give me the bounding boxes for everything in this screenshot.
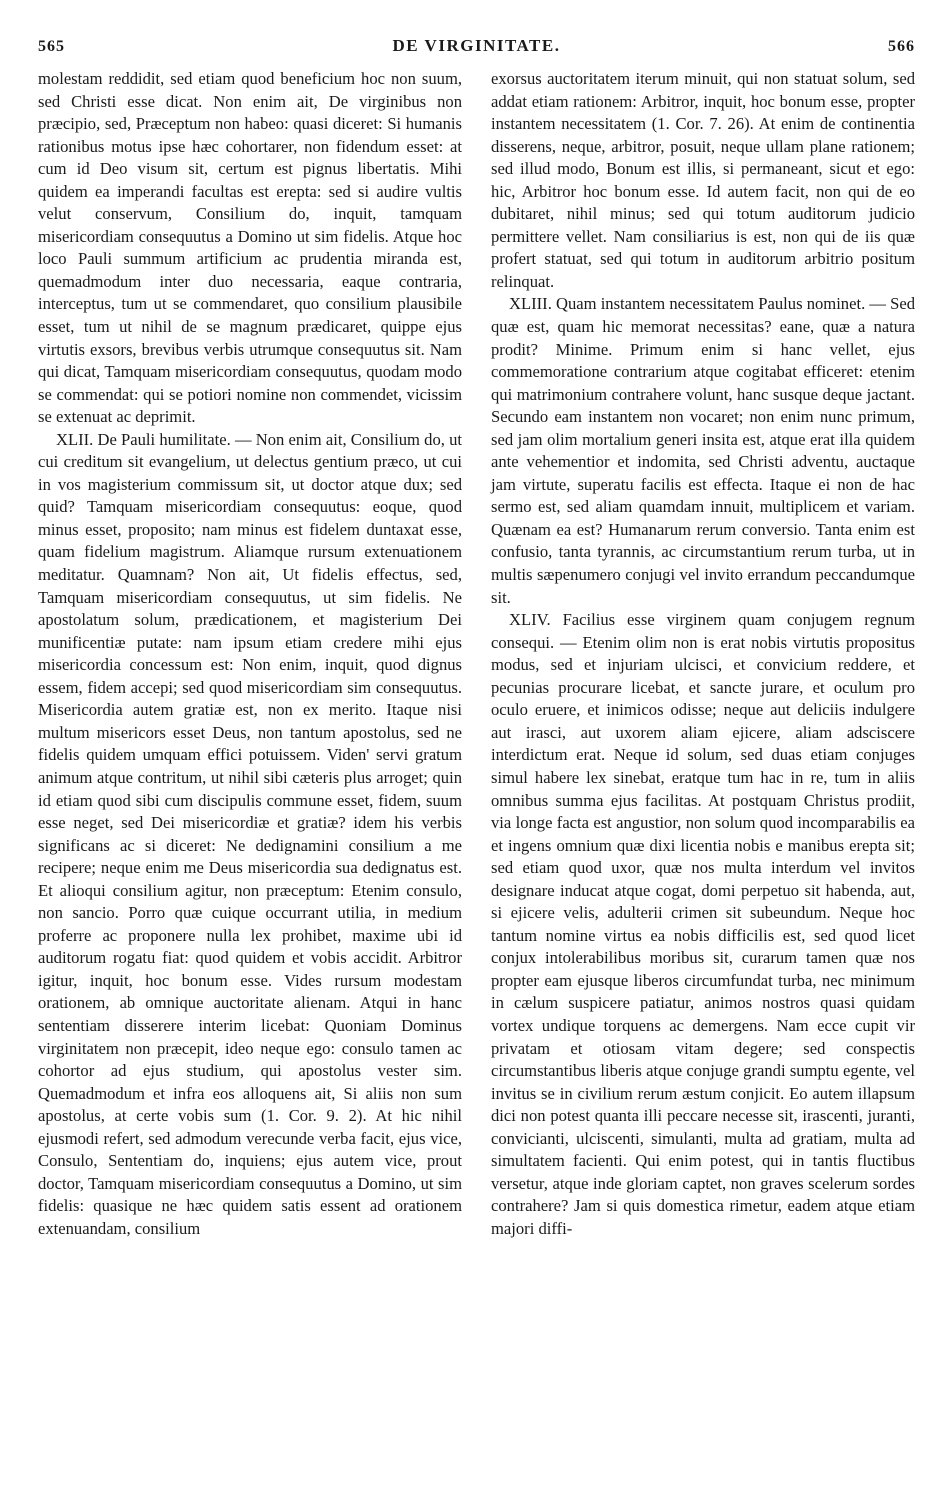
running-title: DE VIRGINITATE. [392,36,561,55]
right-paragraph-3: XLIV. Facilius esse virginem quam conjugem regnum consequi. — Etenim olim non is erat nobis virtutis propositus modus, sed et injuriam ulcisci, et convicium reddere, et pecunias procurare licebat, et sancte jurare, et oculum pro oculo eruere, et inimicos odisse; neque aut deliciis indulgere aut irasci, aut uxorem aliam ejicere, aliam adsciscere interdictum erat. Neque id solum, sed duas etiam conjuges simul habere lex sinebat, eratque tum hac in re, tum in aliis omnibus summa ejus facilitas. At postquam Christus prodiit, via longe facta est angustior, non solum quod incomparabilis ea et ingens omnium quæ dixi licentia nobis e manibus erepta sit; sed etiam quod uxor, quæ nos multa interdum vel invitos designare inducat atque cogat, domi perpetuo sit habenda, aut, si ejicere velis, adulterii crimen sit subeundum. Neque hoc tantum nomine virtus ea nobis difficilis est, sed quod licet conjux intolerabilibus moribus sit, curarum tamen quæ nos propter eam ejusque liberos circumfundat turba, nec minimum in cælum suspicere patiatur, animos nostros quasi quidam vortex undique torquens ac demergens. Nam ecce cupit vir privatam et otiosam vitam degere; sed conspectis circumstantibus liberis atque conjuge grandi sumptu egente, vel invitus se in civilium rerum æstum conjicit. Eo autem illapsum dici non potest quanta illi peccare necesse sit, irascenti, juranti, convicianti, ulciscenti, simulanti, multa ad gratiam, multa ad simultatem facienti. Qui enim potest, qui in tantis fluctibus versetur, atque inde gloriam captet, non graves scelerum sordes contrahere? Jam si quis domestica rimetur, eadem atque etiam majori diffi- [491,610,915,1238]
left-paragraph-2: XLII. De Pauli humilitate. — Non enim ait, Consilium do, ut cui creditum sit evangelium, ut delectus gentium præco, ut cui in vos magisterium commissum sit, ut doctor atque dux; sed quid? Tamquam misericordiam consequutus: eoque, quod minus esset, proposito; nam minus est fidelem duntaxat esse, quam fidelium magistrum. Aliamque rursum extenuationem meditatur. Quamnam? Non ait, Ut fidelis effectus, sed, Tamquam misericordiam consequutus, ut sim fidelis. Ne apostolatum solum, prædicationem, et magisterium Dei munificentiæ putate: nam ipsum etiam credere mihi ejus misericordia concessum est: Non enim, inquit, quod dignus essem, fidem accepi; sed quod misericordiam sim consequutus. Misericordia autem gratiæ est, non ex merito. Itaque nisi multum misericors esset Deus, non tantum apostolus, sed ne fidelis quidem umquam effici potuissem. Viden' servi gratum animum atque contritum, ut nihil sibi cæteris plus arroget; quin id etiam quod sibi cum discipulis commune esset, fidem, suum esse neget, sed Dei misericordiæ et gratiæ? idem his verbis significans ac si diceret: Ne dedignamini consilium a me recipere; neque enim me Deus misericordia sua dedignatus est. Et alioqui consilium agitur, non præceptum: Etenim consulo, non sancio. Porro quæ cuique occurrant utilia, in medium proferre ac proponere nulla lex prohibet, maxime ubi id auditorum rogatu fiat: quod quidem et vobis accidit. Arbitror igitur, inquit, hoc bonum esse. Vides rursum modestam orationem, ab omnique auctoritate alienam. Atqui in hanc sententiam disserere interim licebat: Quoniam Dominus virginitatem non præcepit, ideo neque ego: consulo tamen ac cohortor ad ejus studium, qui apostolus vester sim. Quemadmodum et infra eos alloquens ait, Si aliis non sum apostolus, at certe vobis sum (1. Cor. 9. 2). At hic nihil ejusmodi refert, sed admodum verecunde verba facit, ejus vice, Consulo, Sententiam do, inquiens; ejus autem vice, prout doctor, Tamquam misericordiam consequutus a Domino, ut sim fidelis: quasique ne hæc quidem satis essent ad orationem extenuandam, consilium [38,429,462,1238]
page-number-right: 566 [887,38,915,55]
left-paragraph-1: molestam reddidit, sed etiam quod beneficium hoc non suum, sed Christi esse dicat. Non enim ait, De virginibus non præcipio, sed, Præceptum non habeo: quasi diceret: Si humanis rationibus motus ipse hæc cohortarer, non fidendum esset: at cum id Deo visum sit, certum est pignus libertatis. Mihi quidem ea imperandi facultas est erepta: sed si audire vultis velut conservum, Consilium do, inquit, tamquam misericordiam consequutus a Domino ut sim fidelis. Atque hoc loco Pauli summum artificium ac prudentia miranda est, quemadmodum inter duo necessaria, eaque contraria, interceptus, tum ut se commendaret, quo consilium plausibile esset, tum ut nihil de se magnum prædicaret, quippe ejus virtutis exsors, brevibus verbis utrumque consequutus sit. Nam qui dicat, Tamquam misericordiam consequutus, quodam modo se commendat: qui se potiori nomine non commendet, vicissim se extenuat ac deprimit. [38,69,462,427]
page-header [38,36,915,62]
right-column [491,68,915,1240]
right-paragraph-2: XLIII. Quam instantem necessitatem Paulus nominet. — Sed quæ est, quam hic memorat necessitas? eane, quæ a natura prodit? Minime. Primum enim si hanc vellet, ejus commemoratione contrarium atque cogitabat efficeret: etenim qui matrimonium contrahere volunt, hanc susque deque jactant. Secundo eam instantem non vocaret; non enim nunc primum, sed jam olim mortalium generi insita est, atque erat illa quidem ante vehementior et indomita, sed Christi adventu, auctaque jam virtute, superatu facilis est effecta. Itaque ei non de hac sermo est, sed aliam quamdam innuit, multiplicem et variam. Quænam ea est? Humanarum rerum conversio. Tanta enim est confusio, tanta tyrannis, ac circumstantium rerum turba, ut in multis sæpenumero conjugi vel invito errandum peccandumque sit. [491,294,916,607]
left-column [38,68,462,1240]
right-paragraph-1: exorsus auctoritatem iterum minuit, qui non statuat solum, sed addat etiam rationem: Arbitror, inquit, hoc bonum esse, propter instantem necessitatem (1. Cor. 7. 26). At enim de continentia disserens, neque, arbitror, posuit, neque ullam plane rationem; sed illud modo, Bonum est illis, si permaneant, sicut et ego: hic, Arbitror hoc bonum esse. Id autem facit, non qui de eo dubitaret, nihil minus; sed qui totum auditorum judicio permittere vellet. Nam consiliarius is est, non qui de iis quæ profert statuat, sed qui totum in auditorum arbitrio positum relinquat. [491,69,915,291]
page-number-left: 565 [38,38,65,55]
text-columns [38,68,915,1240]
